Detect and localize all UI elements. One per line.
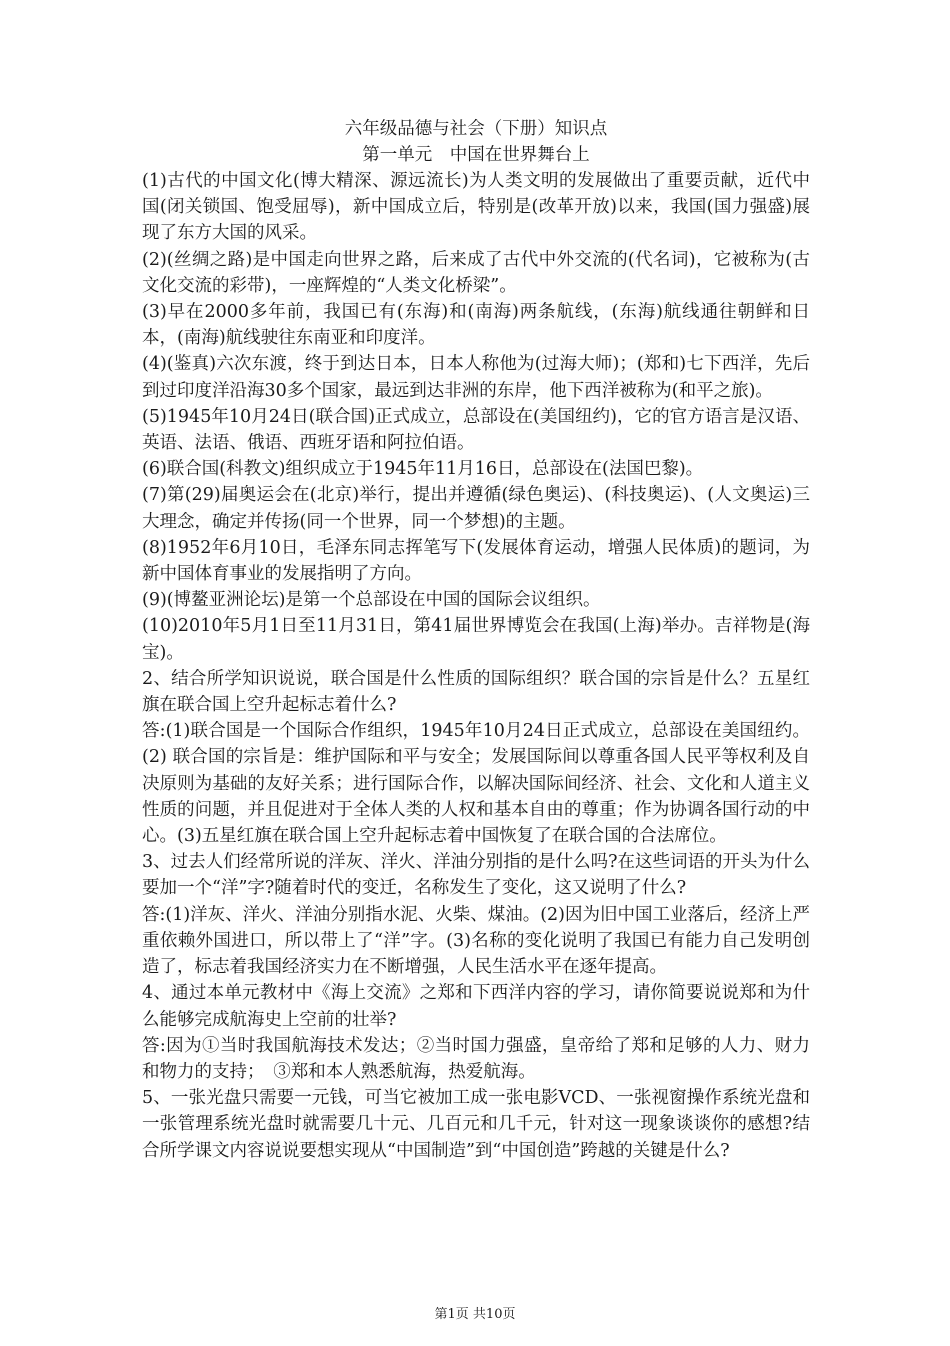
document-body [142, 168, 810, 1164]
question-4: 4、通过本单元教材中《海上交流》之郑和下西洋内容的学习，请你简要说说郑和为什么能够完成航海史上空前的壮举? [142, 983, 810, 1030]
paragraph: (8)1952年6月10日，毛泽东同志挥笔写下(发展体育运动，增强人民体质)的题词，为新中国体育事业的发展指明了方向。 [142, 537, 810, 585]
question-2: 2、结合所学知识说说，联合国是什么性质的国际组织？联合国的宗旨是什么？五星红旗在联合国上空升起标志着什么? [142, 668, 810, 716]
paragraph: (4)(鉴真)六次东渡，终于到达日本，日本人称他为(过海大师)；(郑和)七下西洋，先后到过印度洋沿海30多个国家，最远到达非洲的东岸，他下西洋被称为(和平之旅)。 [142, 354, 810, 401]
paragraph: (1)古代的中国文化(博大精深、源远流长)为人类文明的发展做出了重要贡献，近代中国(闭关锁国、饱受屈辱)，新中国成立后，特别是(改革开放)以来，我国(国力强盛)展现了东方大国的风采。 [142, 171, 810, 244]
paragraph: (5)1945年10月24日(联合国)正式成立，总部设在(美国纽约)，它的官方语言是汉语、英语、法语、俄语、西班牙语和阿拉伯语。 [142, 406, 810, 454]
document-title: 六年级品德与社会（下册）知识点 [344, 119, 608, 139]
paragraph: (3)早在2000多年前，我国已有(东海)和(南海)两条航线，(东海)航线通往朝鲜和日本，(南海)航线驶往东南亚和印度洋。 [142, 302, 810, 349]
answer-4: 答:因为①当时我国航海技术发达；②当时国力强盛，皇帝给了郑和足够的人力、财力和物力的支持； ③郑和本人熟悉航海，热爱航海。 [142, 1035, 810, 1082]
paragraph: (6)联合国(科教文)组织成立于1945年11月16日，总部设在(法国巴黎)。 [142, 459, 704, 480]
answer-2: 答:(1)联合国是一个国际合作组织，1945年10月24日正式成立，总部设在美国纽约。(2) 联合国的宗旨是：维护国际和平与安全；发展国际间以尊重各国人民平等权利及自决原则为基础的友好关系；进行国际合作，以解决国际间经济、社会、文化和人道主义性质的问题，并且促进对于全体人类的人权和基本自由的尊重；作为协调各国行动的中心。(3)五星红旗在联合国上空升起标志着中国恢复了在联合国的合法席位。 [142, 721, 810, 847]
paragraph: (9)(博鳌亚洲论坛)是第一个总部设在中国的国际会议组织。 [142, 590, 601, 611]
paragraph: (2)(丝绸之路)是中国走向世界之路，后来成了古代中外交流的(代名词)，它被称为(古文化交流的彩带)，一座辉煌的“人类文化桥梁”。 [142, 249, 810, 296]
paragraph: (10)2010年5月1日至11月31日，第41届世界博览会在我国(上海)举办。吉祥物是(海宝)。 [142, 616, 810, 663]
question-3: 3、过去人们经常所说的洋灰、洋火、洋油分别指的是什么吗?在这些词语的开头为什么要加一个“洋”字?随着时代的变迁，名称发生了变化，这又说明了什么? [142, 852, 811, 899]
document-page [142, 116, 810, 1164]
paragraph: (7)第(29)届奥运会在(北京)举行，提出并遵循(绿色奥运)、(科技奥运)、(人文奥运)三大理念，确定并传扬(同一个世界，同一个梦想)的主题。 [142, 485, 810, 532]
answer-3: 答:(1)洋灰、洋火、洋油分别指水泥、火柴、煤油。(2)因为旧中国工业落后，经济上严重依赖外国进口，所以带上了“洋”字。(3)名称的变化说明了我国已有能力自己发明创造了，标志着我国经济实力在不断增强，人民生活水平在逐年提高。 [142, 904, 810, 978]
question-5: 5、一张光盘只需要一元钱，可当它被加工成一张电影VCD、一张视窗操作系统光盘和一张管理系统光盘时就需要几十元、几百元和几千元，针对这一现象谈谈你的感想?结合所学课文内容说说要想实现从“中国制造”到“中国创造”跨越的关键是什么? [142, 1088, 810, 1161]
unit-title: 第一单元 中国在世界舞台上 [362, 145, 590, 165]
page-footer: 第1页 共10页 [434, 1307, 516, 1322]
